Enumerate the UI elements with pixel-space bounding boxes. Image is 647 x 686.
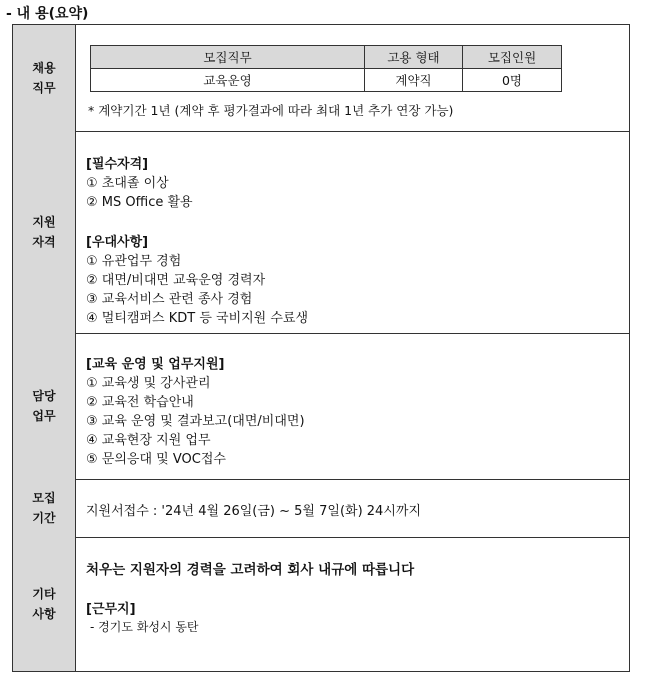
column-header: 모집직무 [91,46,365,69]
row-body-qualification [76,131,629,333]
row-etc [13,537,629,671]
row-header-qualification [13,131,76,333]
summary-table [12,24,630,672]
header-line: 지원 [32,215,56,229]
header-line: 업무 [32,409,56,423]
treatment-text: 처우는 지원자의 경력을 고려하여 회사 내규에 따릅니다 [86,562,415,578]
list-item: ③ 교육 운영 및 결과보고(대면/비대면) [86,414,305,429]
application-period: 지원서접수 : '24년 4월 26일(금) ~ 5월 7일(화) 24시까지 [86,504,422,519]
column-header: 고용 형태 [365,46,463,69]
row-body-duty [76,333,629,479]
row-qualification [13,131,629,334]
preferred-title: [우대사항] [86,235,149,250]
list-item: ② 대면/비대면 교육운영 경력자 [86,273,266,288]
header-line: 사항 [32,607,56,621]
row-body-job [76,25,629,131]
contract-note: * 계약기간 1년 (계약 후 평가결과에 따라 최대 1년 추가 연장 가능) [88,103,454,118]
row-duty [13,333,629,480]
header-line: 자격 [32,235,56,249]
location-text: - 경기도 화성시 동탄 [90,620,199,634]
job-table [90,45,562,92]
row-header-period [13,479,76,537]
row-job [13,25,629,132]
table-cell: 교육운영 [91,69,365,92]
section-title: - 내 용(요약) [6,6,89,22]
header-line: 담당 [32,389,56,403]
list-item: ④ 멀티캠퍼스 KDT 등 국비지원 수료생 [86,311,309,326]
header-line: 모집 [32,491,56,505]
list-item: ⑤ 문의응대 및 VOC접수 [86,452,226,467]
header-line: 기간 [32,511,56,525]
duty-title: [교육 운영 및 업무지원] [86,357,225,372]
header-line: 채용 [32,61,56,75]
row-body-period [76,479,629,537]
list-item: ① 초대졸 이상 [86,176,169,191]
list-item: ② MS Office 활용 [86,195,193,210]
job-table-header-row [91,46,562,69]
row-header-duty [13,333,76,479]
row-header-etc [13,537,76,671]
table-cell: 0명 [463,69,562,92]
row-period [13,479,629,538]
list-item: ④ 교육현장 지원 업무 [86,433,211,448]
table-cell: 계약직 [365,69,463,92]
job-table-row [91,69,562,92]
list-item: ① 교육생 및 강사관리 [86,376,211,391]
required-title: [필수자격] [86,157,149,172]
list-item: ① 유관업무 경험 [86,254,182,269]
list-item: ② 교육전 학습안내 [86,395,194,410]
row-header-job [13,25,76,131]
header-line: 직무 [32,81,56,95]
row-body-etc [76,537,629,671]
column-header: 모집인원 [463,46,562,69]
location-title: [근무지] [86,602,136,617]
header-line: 기타 [32,587,56,601]
list-item: ③ 교육서비스 관련 종사 경험 [86,292,253,307]
